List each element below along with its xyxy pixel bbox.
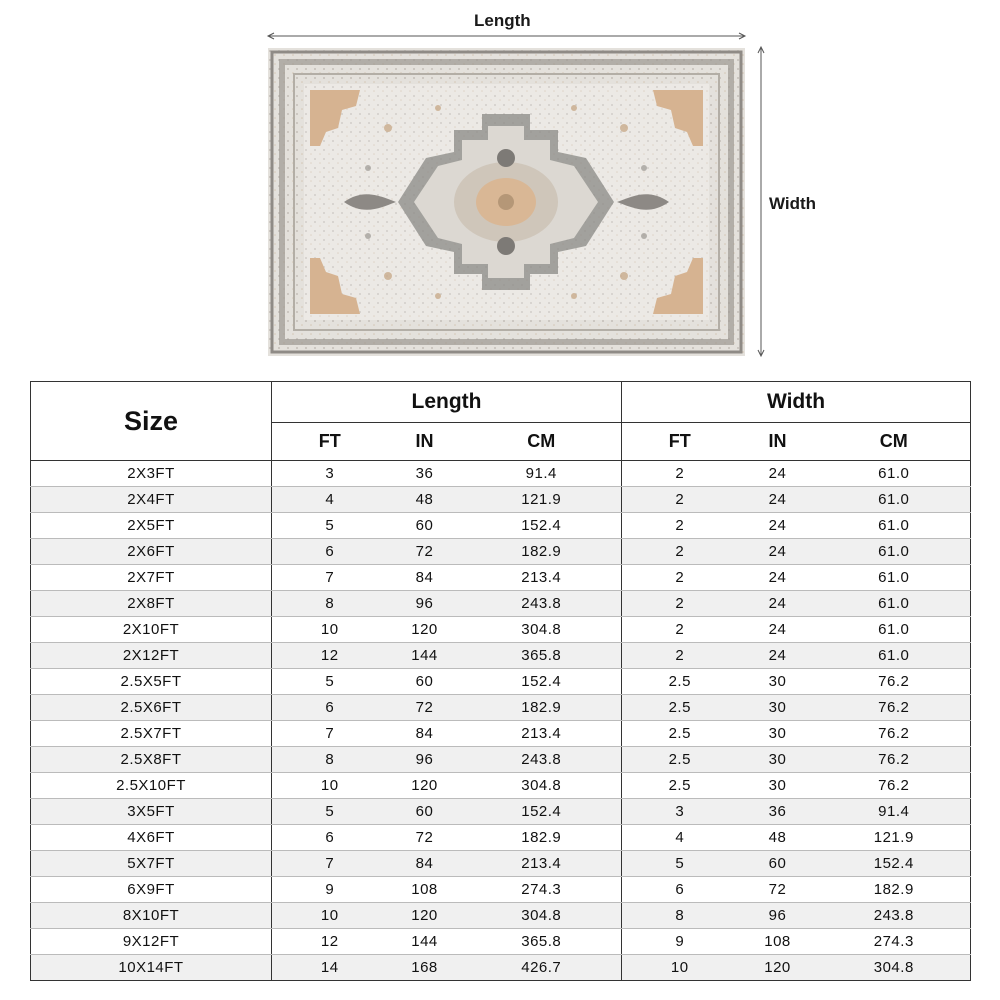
- length-cm-cell: 243.8: [462, 747, 622, 773]
- width-cm-cell: 61.0: [818, 643, 971, 669]
- table-row: [31, 669, 971, 695]
- length-ft-cell: 6: [272, 539, 388, 565]
- size-cell: 10X14FT: [31, 955, 272, 981]
- width-cm-cell: 61.0: [818, 487, 971, 513]
- width-cm-cell: 61.0: [818, 617, 971, 643]
- width-cm-cell: 76.2: [818, 773, 971, 799]
- length-cm-cell: 182.9: [462, 825, 622, 851]
- table-row: [31, 929, 971, 955]
- width-ft-cell: 2: [622, 617, 738, 643]
- width-in-cell: 30: [738, 773, 818, 799]
- width-ft-cell: 3: [622, 799, 738, 825]
- width-cm-cell: 182.9: [818, 877, 971, 903]
- length-cm-cell: 304.8: [462, 903, 622, 929]
- length-arrow-head-left: [268, 33, 274, 39]
- size-cell: 8X10FT: [31, 903, 272, 929]
- width-in-cell: 30: [738, 669, 818, 695]
- width-ft-cell: 2: [622, 487, 738, 513]
- width-cm-cell: 121.9: [818, 825, 971, 851]
- width-ft-cell: 2.5: [622, 721, 738, 747]
- table-row: [31, 851, 971, 877]
- length-cm-cell: 152.4: [462, 513, 622, 539]
- length-ft-cell: 5: [272, 513, 388, 539]
- width-cm-cell: 61.0: [818, 461, 971, 487]
- size-cell: 4X6FT: [31, 825, 272, 851]
- size-cell: 2X8FT: [31, 591, 272, 617]
- length-ft-cell: 12: [272, 643, 388, 669]
- width-in-cell: 24: [738, 565, 818, 591]
- width-ft-cell: 9: [622, 929, 738, 955]
- width-ft-cell: 2: [622, 513, 738, 539]
- length-in-cell: 120: [388, 903, 462, 929]
- length-cm-cell: 213.4: [462, 851, 622, 877]
- table-row: [31, 877, 971, 903]
- width-cm-cell: 61.0: [818, 539, 971, 565]
- length-in-cell: 60: [388, 799, 462, 825]
- width-in-cell: 120: [738, 955, 818, 981]
- table-row: [31, 461, 971, 487]
- table-row: [31, 955, 971, 981]
- length-cm-cell: 91.4: [462, 461, 622, 487]
- width-in-cell: 30: [738, 721, 818, 747]
- table-row: [31, 591, 971, 617]
- length-ft-cell: 10: [272, 773, 388, 799]
- length-arrow-head-right: [739, 33, 745, 39]
- table-row: [31, 721, 971, 747]
- length-in-cell: 120: [388, 773, 462, 799]
- size-cell: 2.5X10FT: [31, 773, 272, 799]
- length-ft-cell: 6: [272, 695, 388, 721]
- width-ft-cell: 8: [622, 903, 738, 929]
- length-cm-cell: 243.8: [462, 591, 622, 617]
- width-cm-header: CM: [818, 423, 971, 461]
- width-cm-cell: 76.2: [818, 669, 971, 695]
- length-cm-cell: 182.9: [462, 695, 622, 721]
- length-ft-cell: 7: [272, 565, 388, 591]
- width-in-cell: 24: [738, 513, 818, 539]
- width-dimension-label: Width: [769, 194, 817, 213]
- width-cm-cell: 61.0: [818, 591, 971, 617]
- size-table: [30, 381, 971, 981]
- length-ft-cell: 6: [272, 825, 388, 851]
- width-ft-cell: 2.5: [622, 747, 738, 773]
- length-cm-cell: 426.7: [462, 955, 622, 981]
- length-in-cell: 60: [388, 513, 462, 539]
- length-cm-cell: 213.4: [462, 721, 622, 747]
- width-ft-cell: 2: [622, 643, 738, 669]
- length-in-cell: 84: [388, 851, 462, 877]
- length-in-cell: 168: [388, 955, 462, 981]
- width-ft-cell: 2.5: [622, 695, 738, 721]
- length-cm-cell: 152.4: [462, 669, 622, 695]
- length-in-cell: 84: [388, 721, 462, 747]
- size-cell: 2X7FT: [31, 565, 272, 591]
- length-ft-cell: 14: [272, 955, 388, 981]
- length-ft-cell: 8: [272, 591, 388, 617]
- width-group-header: Width: [622, 382, 971, 423]
- size-column-header: Size: [31, 382, 272, 461]
- width-arrow-head-bottom: [758, 350, 764, 356]
- length-cm-cell: 304.8: [462, 773, 622, 799]
- length-cm-cell: 121.9: [462, 487, 622, 513]
- table-row: [31, 513, 971, 539]
- width-cm-cell: 61.0: [818, 513, 971, 539]
- width-in-cell: 24: [738, 617, 818, 643]
- length-ft-cell: 8: [272, 747, 388, 773]
- table-row: [31, 643, 971, 669]
- length-cm-cell: 152.4: [462, 799, 622, 825]
- width-cm-cell: 243.8: [818, 903, 971, 929]
- length-dimension-label: Length: [474, 11, 531, 30]
- length-in-cell: 48: [388, 487, 462, 513]
- size-cell: 2.5X7FT: [31, 721, 272, 747]
- length-ft-header: FT: [272, 423, 388, 461]
- width-in-cell: 96: [738, 903, 818, 929]
- length-ft-cell: 3: [272, 461, 388, 487]
- length-ft-cell: 12: [272, 929, 388, 955]
- length-ft-cell: 10: [272, 903, 388, 929]
- length-in-header: IN: [388, 423, 462, 461]
- table-row: [31, 565, 971, 591]
- width-ft-cell: 5: [622, 851, 738, 877]
- length-cm-cell: 213.4: [462, 565, 622, 591]
- width-ft-cell: 10: [622, 955, 738, 981]
- length-cm-header: CM: [462, 423, 622, 461]
- table-row: [31, 539, 971, 565]
- width-ft-cell: 2.5: [622, 773, 738, 799]
- size-cell: 6X9FT: [31, 877, 272, 903]
- length-in-cell: 144: [388, 643, 462, 669]
- width-cm-cell: 274.3: [818, 929, 971, 955]
- width-ft-cell: 2: [622, 539, 738, 565]
- width-cm-cell: 61.0: [818, 565, 971, 591]
- width-in-cell: 60: [738, 851, 818, 877]
- size-cell: 2.5X6FT: [31, 695, 272, 721]
- width-in-cell: 24: [738, 487, 818, 513]
- table-row: [31, 799, 971, 825]
- length-in-cell: 120: [388, 617, 462, 643]
- width-cm-cell: 152.4: [818, 851, 971, 877]
- size-cell: 2X6FT: [31, 539, 272, 565]
- width-ft-cell: 2: [622, 461, 738, 487]
- width-in-cell: 108: [738, 929, 818, 955]
- rug-image: [268, 48, 745, 356]
- length-in-cell: 72: [388, 539, 462, 565]
- length-cm-cell: 365.8: [462, 929, 622, 955]
- width-cm-cell: 76.2: [818, 695, 971, 721]
- size-cell: 3X5FT: [31, 799, 272, 825]
- table-row: [31, 747, 971, 773]
- width-ft-cell: 4: [622, 825, 738, 851]
- size-table-body: [31, 461, 971, 981]
- size-cell: 2X4FT: [31, 487, 272, 513]
- length-ft-cell: 10: [272, 617, 388, 643]
- length-cm-cell: 304.8: [462, 617, 622, 643]
- length-ft-cell: 5: [272, 669, 388, 695]
- table-row: [31, 617, 971, 643]
- length-in-cell: 84: [388, 565, 462, 591]
- width-cm-cell: 76.2: [818, 721, 971, 747]
- table-row: [31, 903, 971, 929]
- width-in-cell: 30: [738, 747, 818, 773]
- size-cell: 2.5X8FT: [31, 747, 272, 773]
- size-cell: 2X12FT: [31, 643, 272, 669]
- width-cm-cell: 304.8: [818, 955, 971, 981]
- length-in-cell: 96: [388, 747, 462, 773]
- size-cell: 2X10FT: [31, 617, 272, 643]
- length-ft-cell: 4: [272, 487, 388, 513]
- length-cm-cell: 182.9: [462, 539, 622, 565]
- length-in-cell: 72: [388, 825, 462, 851]
- table-row: [31, 825, 971, 851]
- width-in-cell: 48: [738, 825, 818, 851]
- length-ft-cell: 5: [272, 799, 388, 825]
- size-cell: 5X7FT: [31, 851, 272, 877]
- length-ft-cell: 9: [272, 877, 388, 903]
- size-cell: 2X3FT: [31, 461, 272, 487]
- length-group-header: Length: [272, 382, 622, 423]
- width-in-cell: 24: [738, 643, 818, 669]
- length-in-cell: 108: [388, 877, 462, 903]
- width-ft-header: FT: [622, 423, 738, 461]
- length-in-cell: 36: [388, 461, 462, 487]
- width-in-cell: 24: [738, 461, 818, 487]
- width-in-cell: 36: [738, 799, 818, 825]
- size-cell: 2X5FT: [31, 513, 272, 539]
- width-in-cell: 72: [738, 877, 818, 903]
- length-in-cell: 144: [388, 929, 462, 955]
- length-in-cell: 72: [388, 695, 462, 721]
- length-in-cell: 96: [388, 591, 462, 617]
- length-cm-cell: 365.8: [462, 643, 622, 669]
- size-cell: 9X12FT: [31, 929, 272, 955]
- size-cell: 2.5X5FT: [31, 669, 272, 695]
- length-ft-cell: 7: [272, 721, 388, 747]
- table-row: [31, 773, 971, 799]
- width-ft-cell: 6: [622, 877, 738, 903]
- width-in-header: IN: [738, 423, 818, 461]
- width-cm-cell: 91.4: [818, 799, 971, 825]
- width-ft-cell: 2.5: [622, 669, 738, 695]
- length-cm-cell: 274.3: [462, 877, 622, 903]
- width-cm-cell: 76.2: [818, 747, 971, 773]
- length-ft-cell: 7: [272, 851, 388, 877]
- width-ft-cell: 2: [622, 565, 738, 591]
- width-in-cell: 24: [738, 591, 818, 617]
- width-ft-cell: 2: [622, 591, 738, 617]
- table-row: [31, 487, 971, 513]
- length-in-cell: 60: [388, 669, 462, 695]
- width-in-cell: 30: [738, 695, 818, 721]
- table-row: [31, 695, 971, 721]
- width-in-cell: 24: [738, 539, 818, 565]
- width-arrow-head-top: [758, 47, 764, 53]
